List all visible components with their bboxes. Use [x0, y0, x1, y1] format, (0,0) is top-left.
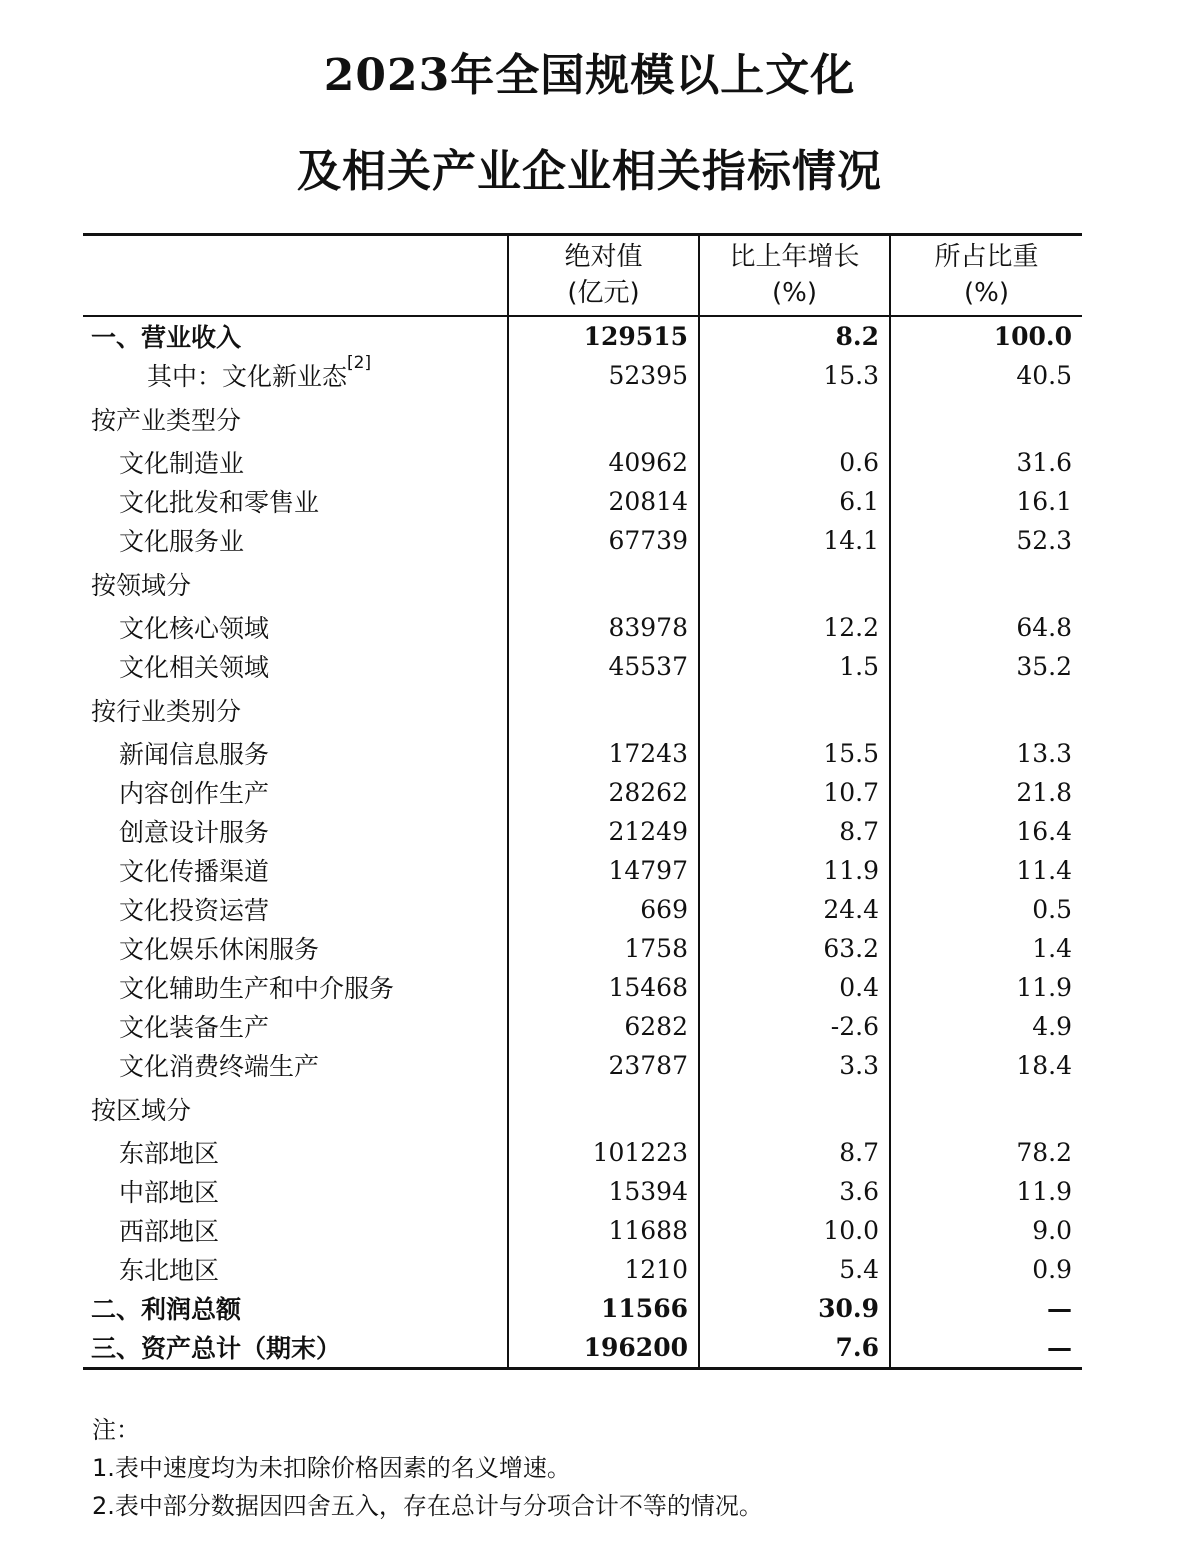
- header-unit: (%): [964, 278, 1009, 309]
- share-cell: [890, 686, 1082, 734]
- absolute-value-cell: 67739: [508, 521, 699, 560]
- table-row: [83, 1250, 1082, 1289]
- row-label-cell: [83, 1172, 508, 1211]
- growth-rate-cell: 12.2: [699, 608, 890, 647]
- growth-rate-cell: [699, 395, 890, 443]
- row-label: 按领域分: [91, 570, 192, 600]
- row-label-cell: [83, 608, 508, 647]
- share-cell: 16.1: [890, 482, 1082, 521]
- row-label: 文化相关领域: [119, 653, 270, 682]
- row-label-cell: [83, 395, 508, 443]
- share-cell: [890, 395, 1082, 443]
- absolute-value-cell: 15468: [508, 968, 699, 1007]
- table-row: [83, 356, 1082, 395]
- row-label: 其中：文化新业态: [147, 362, 348, 391]
- row-label-cell: [83, 812, 508, 851]
- row-label-cell: [83, 1289, 508, 1328]
- growth-rate-cell: 63.2: [699, 929, 890, 968]
- absolute-value-cell: 40962: [508, 443, 699, 482]
- share-cell: 0.9: [890, 1250, 1082, 1289]
- absolute-value-cell: 6282: [508, 1007, 699, 1046]
- share-cell: 4.9: [890, 1007, 1082, 1046]
- row-label-cell: [83, 1250, 508, 1289]
- growth-rate-cell: 24.4: [699, 890, 890, 929]
- table-row: [83, 1007, 1082, 1046]
- group-heading-row: [83, 1085, 1082, 1133]
- growth-rate-cell: 8.7: [699, 1133, 890, 1172]
- table-row: [83, 929, 1082, 968]
- row-label: 文化服务业: [119, 527, 245, 556]
- header-cell-share: [890, 235, 1082, 316]
- growth-rate-cell: 8.2: [699, 316, 890, 356]
- row-label: 文化辅助生产和中介服务: [119, 974, 395, 1003]
- table-row: [83, 1172, 1082, 1211]
- row-label-cell: [83, 647, 508, 686]
- table-row: [83, 443, 1082, 482]
- row-label-cell: [83, 1007, 508, 1046]
- share-cell: —: [890, 1328, 1082, 1369]
- row-label: 文化批发和零售业: [119, 488, 320, 517]
- row-label-cell: [83, 1328, 508, 1369]
- table-row: [83, 734, 1082, 773]
- share-cell: 31.6: [890, 443, 1082, 482]
- absolute-value-cell: 23787: [508, 1046, 699, 1085]
- growth-rate-cell: -2.6: [699, 1007, 890, 1046]
- row-label: 西部地区: [119, 1217, 220, 1246]
- note-item-1: 1.表中速度均为未扣除价格因素的名义增速。: [92, 1454, 571, 1482]
- table-row: [83, 647, 1082, 686]
- group-heading-row: [83, 560, 1082, 608]
- share-cell: 13.3: [890, 734, 1082, 773]
- row-label-cell: [83, 851, 508, 890]
- share-cell: 100.0: [890, 316, 1082, 356]
- growth-rate-cell: 5.4: [699, 1250, 890, 1289]
- growth-rate-cell: 30.9: [699, 1289, 890, 1328]
- growth-rate-cell: 11.9: [699, 851, 890, 890]
- table-row: [83, 968, 1082, 1007]
- row-label: 文化装备生产: [119, 1013, 270, 1042]
- row-label: 文化投资运营: [119, 896, 270, 925]
- row-label: 中部地区: [119, 1178, 220, 1207]
- page-title: [0, 28, 1179, 220]
- table-row: [83, 608, 1082, 647]
- row-label: 东北地区: [119, 1256, 220, 1285]
- row-label: 三、资产总计（期末）: [91, 1334, 342, 1363]
- table-row: [83, 521, 1082, 560]
- growth-rate-cell: [699, 686, 890, 734]
- absolute-value-cell: 1758: [508, 929, 699, 968]
- absolute-value-cell: 21249: [508, 812, 699, 851]
- header-line: 绝对值: [564, 242, 643, 273]
- row-label-cell: [83, 1046, 508, 1085]
- absolute-value-cell: 28262: [508, 773, 699, 812]
- table-row: [83, 812, 1082, 851]
- absolute-value-cell: [508, 1085, 699, 1133]
- growth-rate-cell: 7.6: [699, 1328, 890, 1369]
- share-cell: 11.4: [890, 851, 1082, 890]
- row-label-cell: [83, 734, 508, 773]
- share-cell: 64.8: [890, 608, 1082, 647]
- absolute-value-cell: 17243: [508, 734, 699, 773]
- row-label: 按产业类型分: [91, 405, 242, 435]
- growth-rate-cell: 14.1: [699, 521, 890, 560]
- growth-rate-cell: 6.1: [699, 482, 890, 521]
- absolute-value-cell: 196200: [508, 1328, 699, 1369]
- absolute-value-cell: 20814: [508, 482, 699, 521]
- row-label-cell: [83, 482, 508, 521]
- row-label-cell: [83, 773, 508, 812]
- row-label: 文化娱乐休闲服务: [119, 935, 320, 964]
- growth-rate-cell: 15.3: [699, 356, 890, 395]
- row-label-cell: [83, 316, 508, 356]
- row-label-cell: [83, 443, 508, 482]
- growth-rate-cell: [699, 1085, 890, 1133]
- growth-rate-cell: 10.7: [699, 773, 890, 812]
- row-label: 内容创作生产: [119, 779, 270, 808]
- row-label-cell: [83, 686, 508, 734]
- indicator-table: [83, 233, 1082, 1370]
- table-row: [83, 316, 1082, 356]
- table-header-row: [83, 235, 1082, 316]
- absolute-value-cell: 52395: [508, 356, 699, 395]
- group-heading-row: [83, 686, 1082, 734]
- row-label: 文化核心领域: [119, 614, 270, 643]
- absolute-value-cell: 15394: [508, 1172, 699, 1211]
- absolute-value-cell: 669: [508, 890, 699, 929]
- header-cell-label: [83, 235, 508, 316]
- header-unit: (%): [772, 278, 817, 309]
- growth-rate-cell: 10.0: [699, 1211, 890, 1250]
- share-cell: —: [890, 1289, 1082, 1328]
- row-label: 创意设计服务: [119, 818, 270, 847]
- absolute-value-cell: [508, 560, 699, 608]
- row-label-cell: [83, 1133, 508, 1172]
- growth-rate-cell: [699, 560, 890, 608]
- share-cell: 21.8: [890, 773, 1082, 812]
- share-cell: 0.5: [890, 890, 1082, 929]
- row-label: 按区域分: [91, 1095, 192, 1125]
- title-line-1: 2023年全国规模以上文化: [323, 50, 856, 101]
- growth-rate-cell: 3.6: [699, 1172, 890, 1211]
- row-label: 一、营业收入: [91, 323, 242, 352]
- share-cell: 11.9: [890, 1172, 1082, 1211]
- row-label-cell: [83, 560, 508, 608]
- header-line: 所占比重: [934, 242, 1039, 273]
- table-row: [83, 851, 1082, 890]
- row-label: 东部地区: [119, 1139, 220, 1168]
- group-heading-row: [83, 395, 1082, 443]
- row-label: 文化消费终端生产: [119, 1052, 320, 1081]
- share-cell: 40.5: [890, 356, 1082, 395]
- share-cell: 1.4: [890, 929, 1082, 968]
- absolute-value-cell: 11566: [508, 1289, 699, 1328]
- table-row: [83, 1046, 1082, 1085]
- table-row: [83, 1328, 1082, 1369]
- note-item-2: 2.表中部分数据因四舍五入，存在总计与分项合计不等的情况。: [92, 1492, 763, 1520]
- absolute-value-cell: 129515: [508, 316, 699, 356]
- row-label-cell: [83, 1085, 508, 1133]
- footnote-marker: [2]: [347, 353, 372, 373]
- absolute-value-cell: 14797: [508, 851, 699, 890]
- notes-heading: 注：: [92, 1416, 140, 1444]
- row-label-cell: [83, 1211, 508, 1250]
- title-line-2: 及相关产业企业相关指标情况: [297, 146, 882, 197]
- header-unit: (亿元): [567, 278, 640, 309]
- growth-rate-cell: 8.7: [699, 812, 890, 851]
- growth-rate-cell: 15.5: [699, 734, 890, 773]
- notes-section: [92, 1411, 763, 1525]
- absolute-value-cell: [508, 395, 699, 443]
- share-cell: 35.2: [890, 647, 1082, 686]
- absolute-value-cell: 11688: [508, 1211, 699, 1250]
- row-label-cell: [83, 353, 508, 395]
- table-row: [83, 890, 1082, 929]
- absolute-value-cell: 83978: [508, 608, 699, 647]
- table-row: [83, 482, 1082, 521]
- share-cell: [890, 560, 1082, 608]
- row-label: 二、利润总额: [91, 1295, 242, 1324]
- share-cell: 18.4: [890, 1046, 1082, 1085]
- absolute-value-cell: 101223: [508, 1133, 699, 1172]
- header-cell-absolute-value: [508, 235, 699, 316]
- table-row: [83, 1133, 1082, 1172]
- row-label: 新闻信息服务: [119, 740, 270, 769]
- header-line: 比上年增长: [729, 242, 860, 273]
- row-label-cell: [83, 968, 508, 1007]
- table-row: [83, 1289, 1082, 1328]
- header-cell-growth: [699, 235, 890, 316]
- share-cell: 78.2: [890, 1133, 1082, 1172]
- row-label-cell: [83, 890, 508, 929]
- row-label: 按行业类别分: [91, 696, 242, 726]
- table-row: [83, 1211, 1082, 1250]
- row-label: 文化制造业: [119, 449, 245, 478]
- share-cell: 11.9: [890, 968, 1082, 1007]
- table-row: [83, 773, 1082, 812]
- growth-rate-cell: 1.5: [699, 647, 890, 686]
- growth-rate-cell: 0.4: [699, 968, 890, 1007]
- absolute-value-cell: 45537: [508, 647, 699, 686]
- row-label: 文化传播渠道: [119, 857, 270, 886]
- absolute-value-cell: 1210: [508, 1250, 699, 1289]
- absolute-value-cell: [508, 686, 699, 734]
- share-cell: [890, 1085, 1082, 1133]
- indicator-table-container: [83, 233, 1082, 1370]
- growth-rate-cell: 0.6: [699, 443, 890, 482]
- row-label-cell: [83, 521, 508, 560]
- growth-rate-cell: 3.3: [699, 1046, 890, 1085]
- row-label-cell: [83, 929, 508, 968]
- share-cell: 9.0: [890, 1211, 1082, 1250]
- share-cell: 52.3: [890, 521, 1082, 560]
- share-cell: 16.4: [890, 812, 1082, 851]
